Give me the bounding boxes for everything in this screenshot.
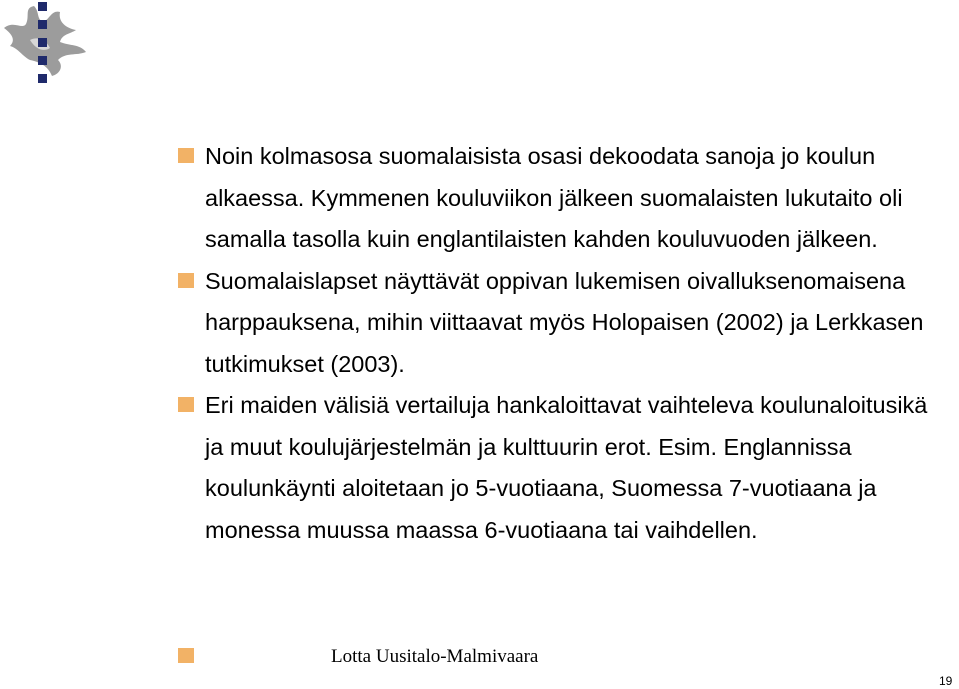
square-bullet-icon <box>178 273 194 288</box>
bullet-item <box>178 136 938 261</box>
footer-square-bullet-icon <box>178 648 194 663</box>
bullet-item <box>178 385 938 551</box>
bullet-text: Eri maiden välisiä vertailuja hankaloittavat vaihteleva koulunaloitusikä ja muut koulujärjestelmän ja kulttuurin erot. Esim. Englannissa koulunkäynti aloitetaan jo 5-vuotiaana, Suomessa 7-vuotiaana ja monessa muussa maassa 6-vuotiaana tai vaihdellen. <box>205 392 928 543</box>
bullet-list <box>178 136 938 551</box>
bullet-item <box>178 261 938 386</box>
page-number: 19 <box>939 674 953 688</box>
footer-author: Lotta Uusitalo-Malmivaara <box>331 646 539 667</box>
bullet-text: Suomalaislapset näyttävät oppivan lukemisen oivalluksenomaisena harppauksena, mihin viittaavat myös Holopaisen (2002) ja Lerkkasen tutkimukset (2003). <box>205 267 924 377</box>
square-bullet-icon <box>178 397 194 412</box>
bullet-text: Noin kolmasosa suomalaisista osasi dekoodata sanoja jo koulun alkaessa. Kymmenen kouluviikon jälkeen suomalaisten lukutaito oli samalla tasolla kuin englantilaisten kahden kouluvuoden jälkeen. <box>205 143 903 252</box>
university-logo <box>0 0 110 100</box>
square-bullet-icon <box>178 148 194 163</box>
flame-logo-icon <box>0 0 110 100</box>
